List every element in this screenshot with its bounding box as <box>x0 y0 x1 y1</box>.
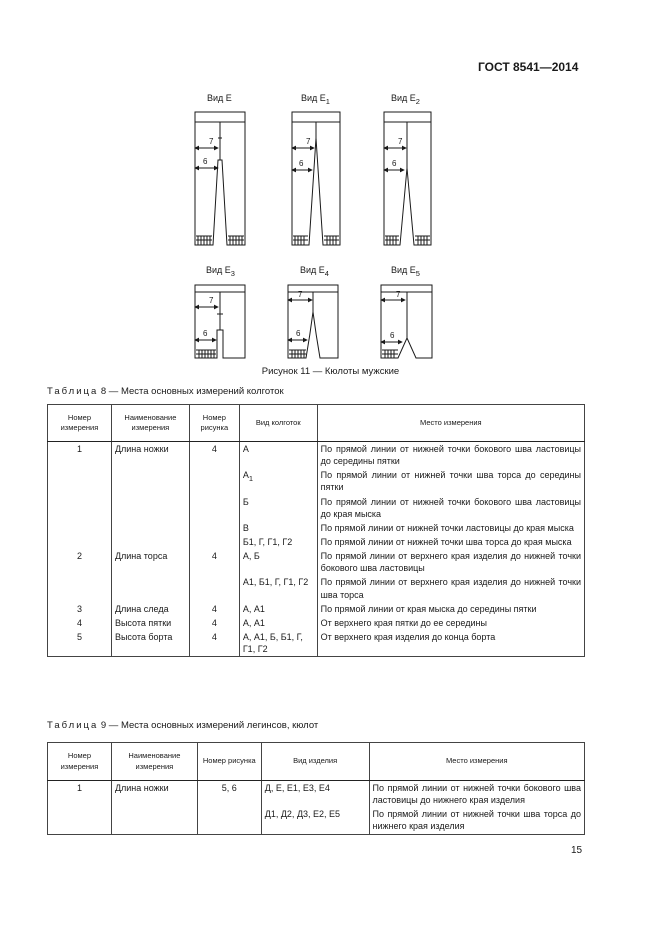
table8-header-row <box>48 405 585 442</box>
dim-6-e4: 6 <box>296 329 301 338</box>
table9-col-fig: Номер рисунка <box>197 743 261 781</box>
view-label-e1: Вид $Е_1$ <box>301 93 330 106</box>
table9 <box>47 742 585 835</box>
table-row: 4 Высота пятки 4 А, А1 От верхнего края пятки до ее середины <box>48 616 585 630</box>
dim-6-e: 6 <box>203 157 208 166</box>
dim-7-e5: 7 <box>396 290 401 299</box>
table8-col-place: Место измерения <box>317 405 584 442</box>
table8 <box>47 404 585 657</box>
view-e1-drawing <box>292 112 340 245</box>
culottes-figure <box>0 0 661 380</box>
table9-col-name: Наименование измерения <box>111 743 197 781</box>
view-e2-drawing <box>384 112 431 245</box>
view-e5-drawing <box>381 285 432 358</box>
dim-6-e1: 6 <box>299 159 304 168</box>
table8-col-fig: Номер рисунка <box>189 405 239 442</box>
dim-7-e2: 7 <box>398 137 403 146</box>
dim-6-e2: 6 <box>392 159 397 168</box>
dim-7-e: 7 <box>209 137 214 146</box>
table-row: Б По прямой линии от нижней точки бокового шва ластовицы до края мыска <box>48 495 585 521</box>
table9-title: Таблица 9 — Места основных измерений легинсов, кюлот <box>47 720 319 731</box>
table9-col-num: Номер измерения <box>48 743 112 781</box>
table8-col-num: Номер измерения <box>48 405 112 442</box>
dim-7-e4: 7 <box>298 290 303 299</box>
table-row: А1, Б1, Г, Г1, Г2 По прямой линии от верхнего края изделия до нижней точки шва торса <box>48 575 585 601</box>
table-row: 1 Длина ножки 5, 6 Д, Е, Е1, Е3, Е4 По прямой линии от нижней точки бокового шва ластовицы до нижнего края изделия <box>48 781 585 808</box>
view-label-e2: Вид $Е_2$ <box>391 93 420 106</box>
table9-col-place: Место измерения <box>369 743 585 781</box>
table-row: Д1, Д2, Д3, Е2, Е5 По прямой линии от нижней точки шва торса до нижнего края изделия <box>48 807 585 834</box>
view-label-e3: Вид $Е_3$ <box>206 265 235 278</box>
figure-caption: Рисунок 11 — Кюлоты мужские <box>261 366 400 377</box>
dim-7-e1: 7 <box>306 137 311 146</box>
view-label-e: Вид Е <box>207 93 232 103</box>
page-number: 15 <box>571 845 583 856</box>
table8-col-name: Наименование измерения <box>111 405 189 442</box>
view-e3-drawing <box>195 285 245 358</box>
table9-col-view: Вид изделия <box>261 743 369 781</box>
table-row: В По прямой линии от нижней точки ластовицы до края мыска <box>48 521 585 535</box>
dim-7-e3: 7 <box>209 296 214 305</box>
dim-6-e3: 6 <box>203 329 208 338</box>
table-row: 3 Длина следа 4 А, А1 По прямой линии от края мыска до середины пятки <box>48 602 585 616</box>
table9-header-row <box>48 743 585 781</box>
table-row: 1 Длина ножки 4 А По прямой линии от нижней точки бокового шва ластовицы до середины пятки <box>48 442 585 469</box>
table-row: 5 Высота борта 4 А, А1, Б, Б1, Г, Г1, Г2 От верхнего края изделия до конца борта <box>48 630 585 657</box>
view-label-e4: Вид $Е_4$ <box>300 265 329 278</box>
view-e4-drawing <box>288 285 338 358</box>
table-row: Б1, Г, Г1, Г2 По прямой линии от нижней точки шва торса до края мыска <box>48 535 585 549</box>
table-row: $А_1$ По прямой линии от нижней точки шва торса до середины пятки <box>48 468 585 494</box>
table8-title: Таблица 8 — Места основных измерений колготок <box>47 386 284 397</box>
standard-header: ГОСТ 8541—2014 <box>478 60 579 74</box>
table-row: 2 Длина торса 4 А, Б По прямой линии от верхнего края изделия до нижней точки бокового шва ластовицы <box>48 549 585 575</box>
table8-col-view: Вид колготок <box>239 405 317 442</box>
dim-6-e5: 6 <box>390 331 395 340</box>
view-e-drawing <box>195 112 245 245</box>
view-label-e5: Вид $Е_5$ <box>391 265 420 278</box>
